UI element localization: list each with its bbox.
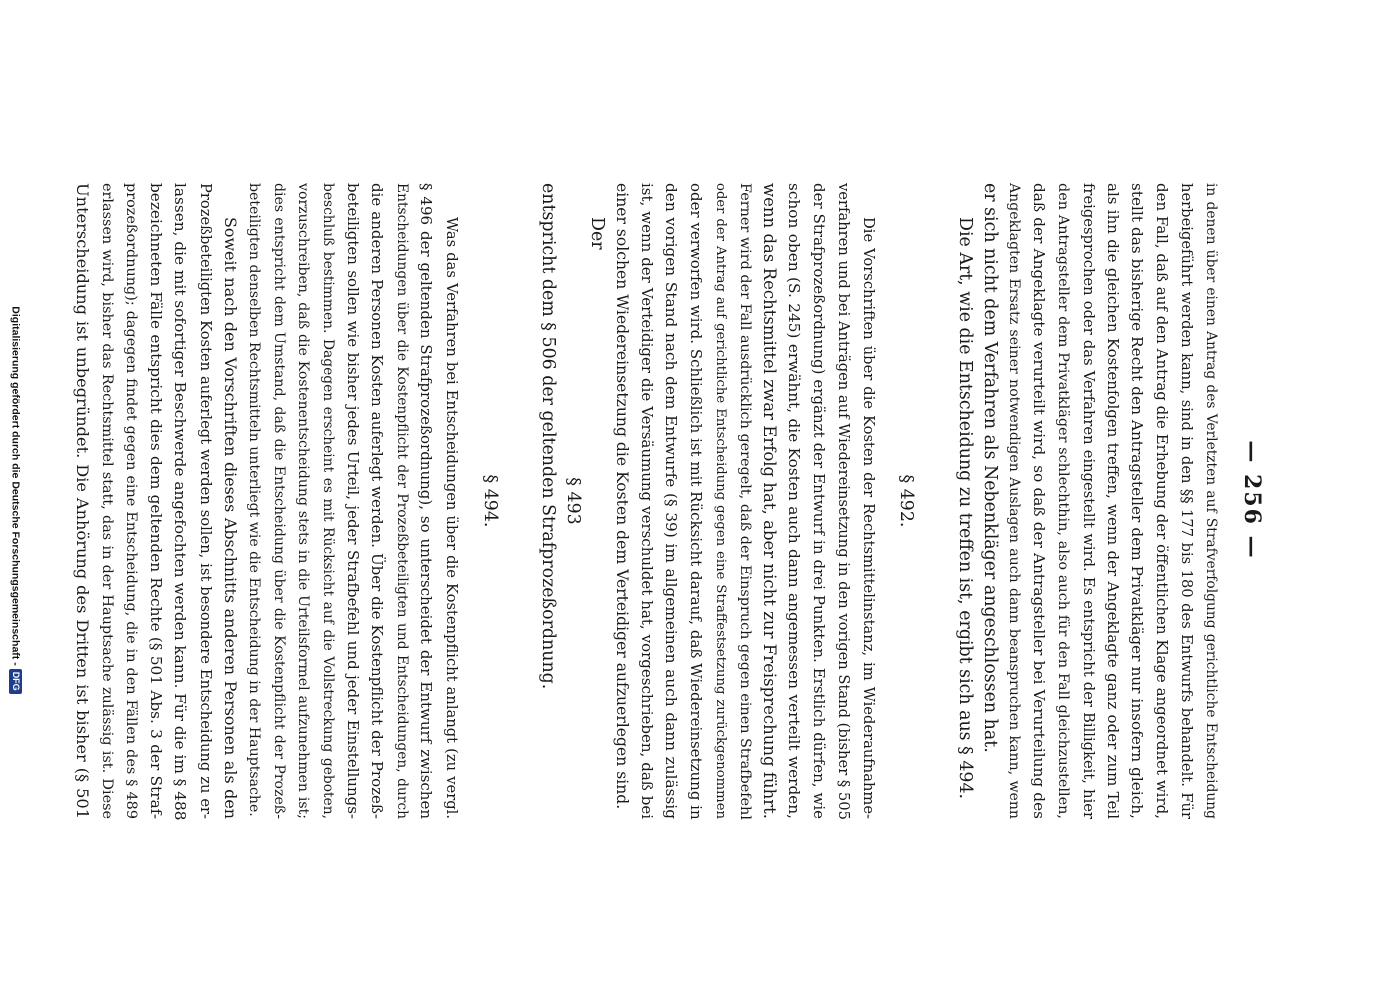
text-line: bezeichneten Fälle entspricht dies dem geltenden Rechte (§ 501 Abs. 3 der Straf- xyxy=(146,183,165,819)
text-line: lassen, die mit sofortiger Beschwerde angefochten werden kann. Für die im § 488 xyxy=(171,183,190,821)
body-text xyxy=(73,183,1223,821)
text-line: der Strafprozeßordnung) ergänzt der Entwurf in drei Punkten. Erstlich dürfen, wie xyxy=(809,183,828,819)
text-line: beteiligten sollen wie bisher jedes Urteil, jeder Strafbefehl und jeder Einstellungs- xyxy=(343,183,362,819)
text-line: prozeßordnung); dagegen findet gegen eine Entscheidung, die in den Fällen des § 489 xyxy=(123,183,140,819)
spacer xyxy=(502,183,536,819)
text-line: Der xyxy=(587,217,608,250)
section-heading: § 493 xyxy=(562,477,583,525)
text-line: beteiligten denselben Rechtsmitteln unterliegt wie die Entscheidung in der Hauptsache. xyxy=(246,183,263,817)
page-number-header: — 256 — xyxy=(1239,440,1265,560)
text-line: oder der Antrag auf gerichtliche Entscheidung gegen eine Straffestsetzung zurückgenommen xyxy=(713,183,729,819)
spacer xyxy=(463,183,477,819)
text-line: einer solchen Wiedereinsetzung die Kosten dem Verteidiger aufzuerlegen sind. xyxy=(612,183,631,810)
digitization-credit xyxy=(9,0,22,1000)
text-line: Soweit nach den Vorschriften dieses Abschnitts anderen Personen als den xyxy=(220,217,240,819)
text-line: verfahren und bei Anträgen auf Wiedereinsetzung in den vorigen Stand (bisher § 505 xyxy=(835,183,853,820)
text-line: Die Vorschriften über die Kosten der Rechtsmittelinstanz, im Wiederaufnahme- xyxy=(859,217,877,819)
text-line: vorzuschreiben, daß die Kostenentscheidung stets in die Urteilsformel aufzunehmen ist; xyxy=(295,183,312,819)
text-line: in denen über einen Antrag des Verletzten auf Strafverfolgung gerichtliche Entscheidung xyxy=(1203,183,1219,819)
dfg-logo-icon: DFG xyxy=(9,669,22,694)
text-line: Die Art, wie die Entscheidung zu treffen ist, ergibt sich aus § 494. xyxy=(955,217,976,800)
text-line: Prozeßbeteiligten Kosten auferlegt werden sollen, ist besondere Entscheidung zu er- xyxy=(197,183,215,819)
text-line: Unterscheidung ist unbegründet. Die Anhörung des Dritten ist bisher (§ 501 xyxy=(73,183,93,819)
text-line: den Fall, daß auf den Antrag die Erhebung der öffentlichen Klage angeordnet wird, xyxy=(1152,183,1171,819)
text-line: Ferner wird der Fall ausdrücklich geregelt, daß der Einspruch gegen einen Strafbefehl xyxy=(736,183,753,820)
section-heading: § 492. xyxy=(896,474,917,528)
credit-text: Digitalisierung gefördert durch die Deutsche Forschungsgemeinschaft - xyxy=(9,306,22,666)
text-line: schon oben (S. 245) erwähnt, die Kosten auch dann angemessen verteilt werden, xyxy=(785,183,804,819)
text-line: dies entspricht dem Umstand, daß die Entscheidung über die Kostenpflicht der Prozeß- xyxy=(270,183,287,819)
text-line: den Antragsteller dem Privatkläger schlechthin, also auch für den Fall gleichzustellen, xyxy=(1055,183,1072,819)
text-line: erlassen wird, bisher das Rechtsmittel statt, das in der Hauptsache zulässig ist. Diese xyxy=(98,183,115,819)
spacer xyxy=(880,183,894,819)
text-line: Entscheidungen über die Kostenpflicht der Prozeßbeteiligten und Entscheidungen, durch xyxy=(393,183,410,819)
text-line: daß der Angeklagte verurteilt wird, so daß der Antragsteller bei Verurteilung des xyxy=(1029,183,1048,819)
text-line: wenn das Rechtsmittel zwar Erfolg hat, aber nicht zur Freisprechung führt. xyxy=(760,183,780,819)
text-line: den vorigen Stand nach dem Entwurfe (§ 39) im allgemeinen auch dann zulässig xyxy=(662,183,681,819)
text-line: herbeigeführt werden kann, sind in den §§ 177 bis 180 des Entwurfs behandelt. Für xyxy=(1178,183,1196,819)
text-line: § 496 der geltenden Strafprozeßordnung), so unterscheidet der Entwurf zwischen xyxy=(417,183,436,819)
text-line: die anderen Personen Kosten auferlegt werden. Über die Kostenpflicht der Prozeß- xyxy=(368,183,387,819)
text-line: Angeklagten Ersatz seiner notwendigen Auslagen auch dann beanspruchen kann, wenn xyxy=(1006,183,1023,819)
text-line: er sich nicht dem Verfahren als Nebenkläger angeschlossen hat. xyxy=(979,183,1000,753)
text-line: beschluß bestimmen. Dagegen erscheint es mit Rücksicht auf die Vollstreckung geboten, xyxy=(320,183,336,819)
spacer xyxy=(918,183,952,819)
text-line: entspricht dem § 506 der geltenden Strafprozeßordnung. xyxy=(538,183,559,690)
text-line: oder verworfen wird. Schließlich ist mit Rücksicht darauf, daß Wiedereinsetzung in xyxy=(686,183,705,820)
text-line: als ihn die gleichen Kostenfolgen treffen, wenn der Angeklagte ganz oder zum Teil xyxy=(1103,183,1122,819)
text-line: stellt das bisherige Recht den Antragsteller dem Privatkläger nur insofern gleich, xyxy=(1128,183,1147,819)
text-line: freigesprochen oder das Verfahren eingestellt wird. Es entspricht der Billigkeit, hier xyxy=(1080,183,1098,819)
text-line: ist, wenn der Verteidiger die Versäumung verschuldet hat, vorgeschrieben, daß bei xyxy=(637,183,656,819)
text-line: Was das Verfahren bei Entscheidungen über die Kostenpflicht anlangt (zu vergl. xyxy=(442,217,460,819)
section-heading: § 494. xyxy=(479,474,500,528)
